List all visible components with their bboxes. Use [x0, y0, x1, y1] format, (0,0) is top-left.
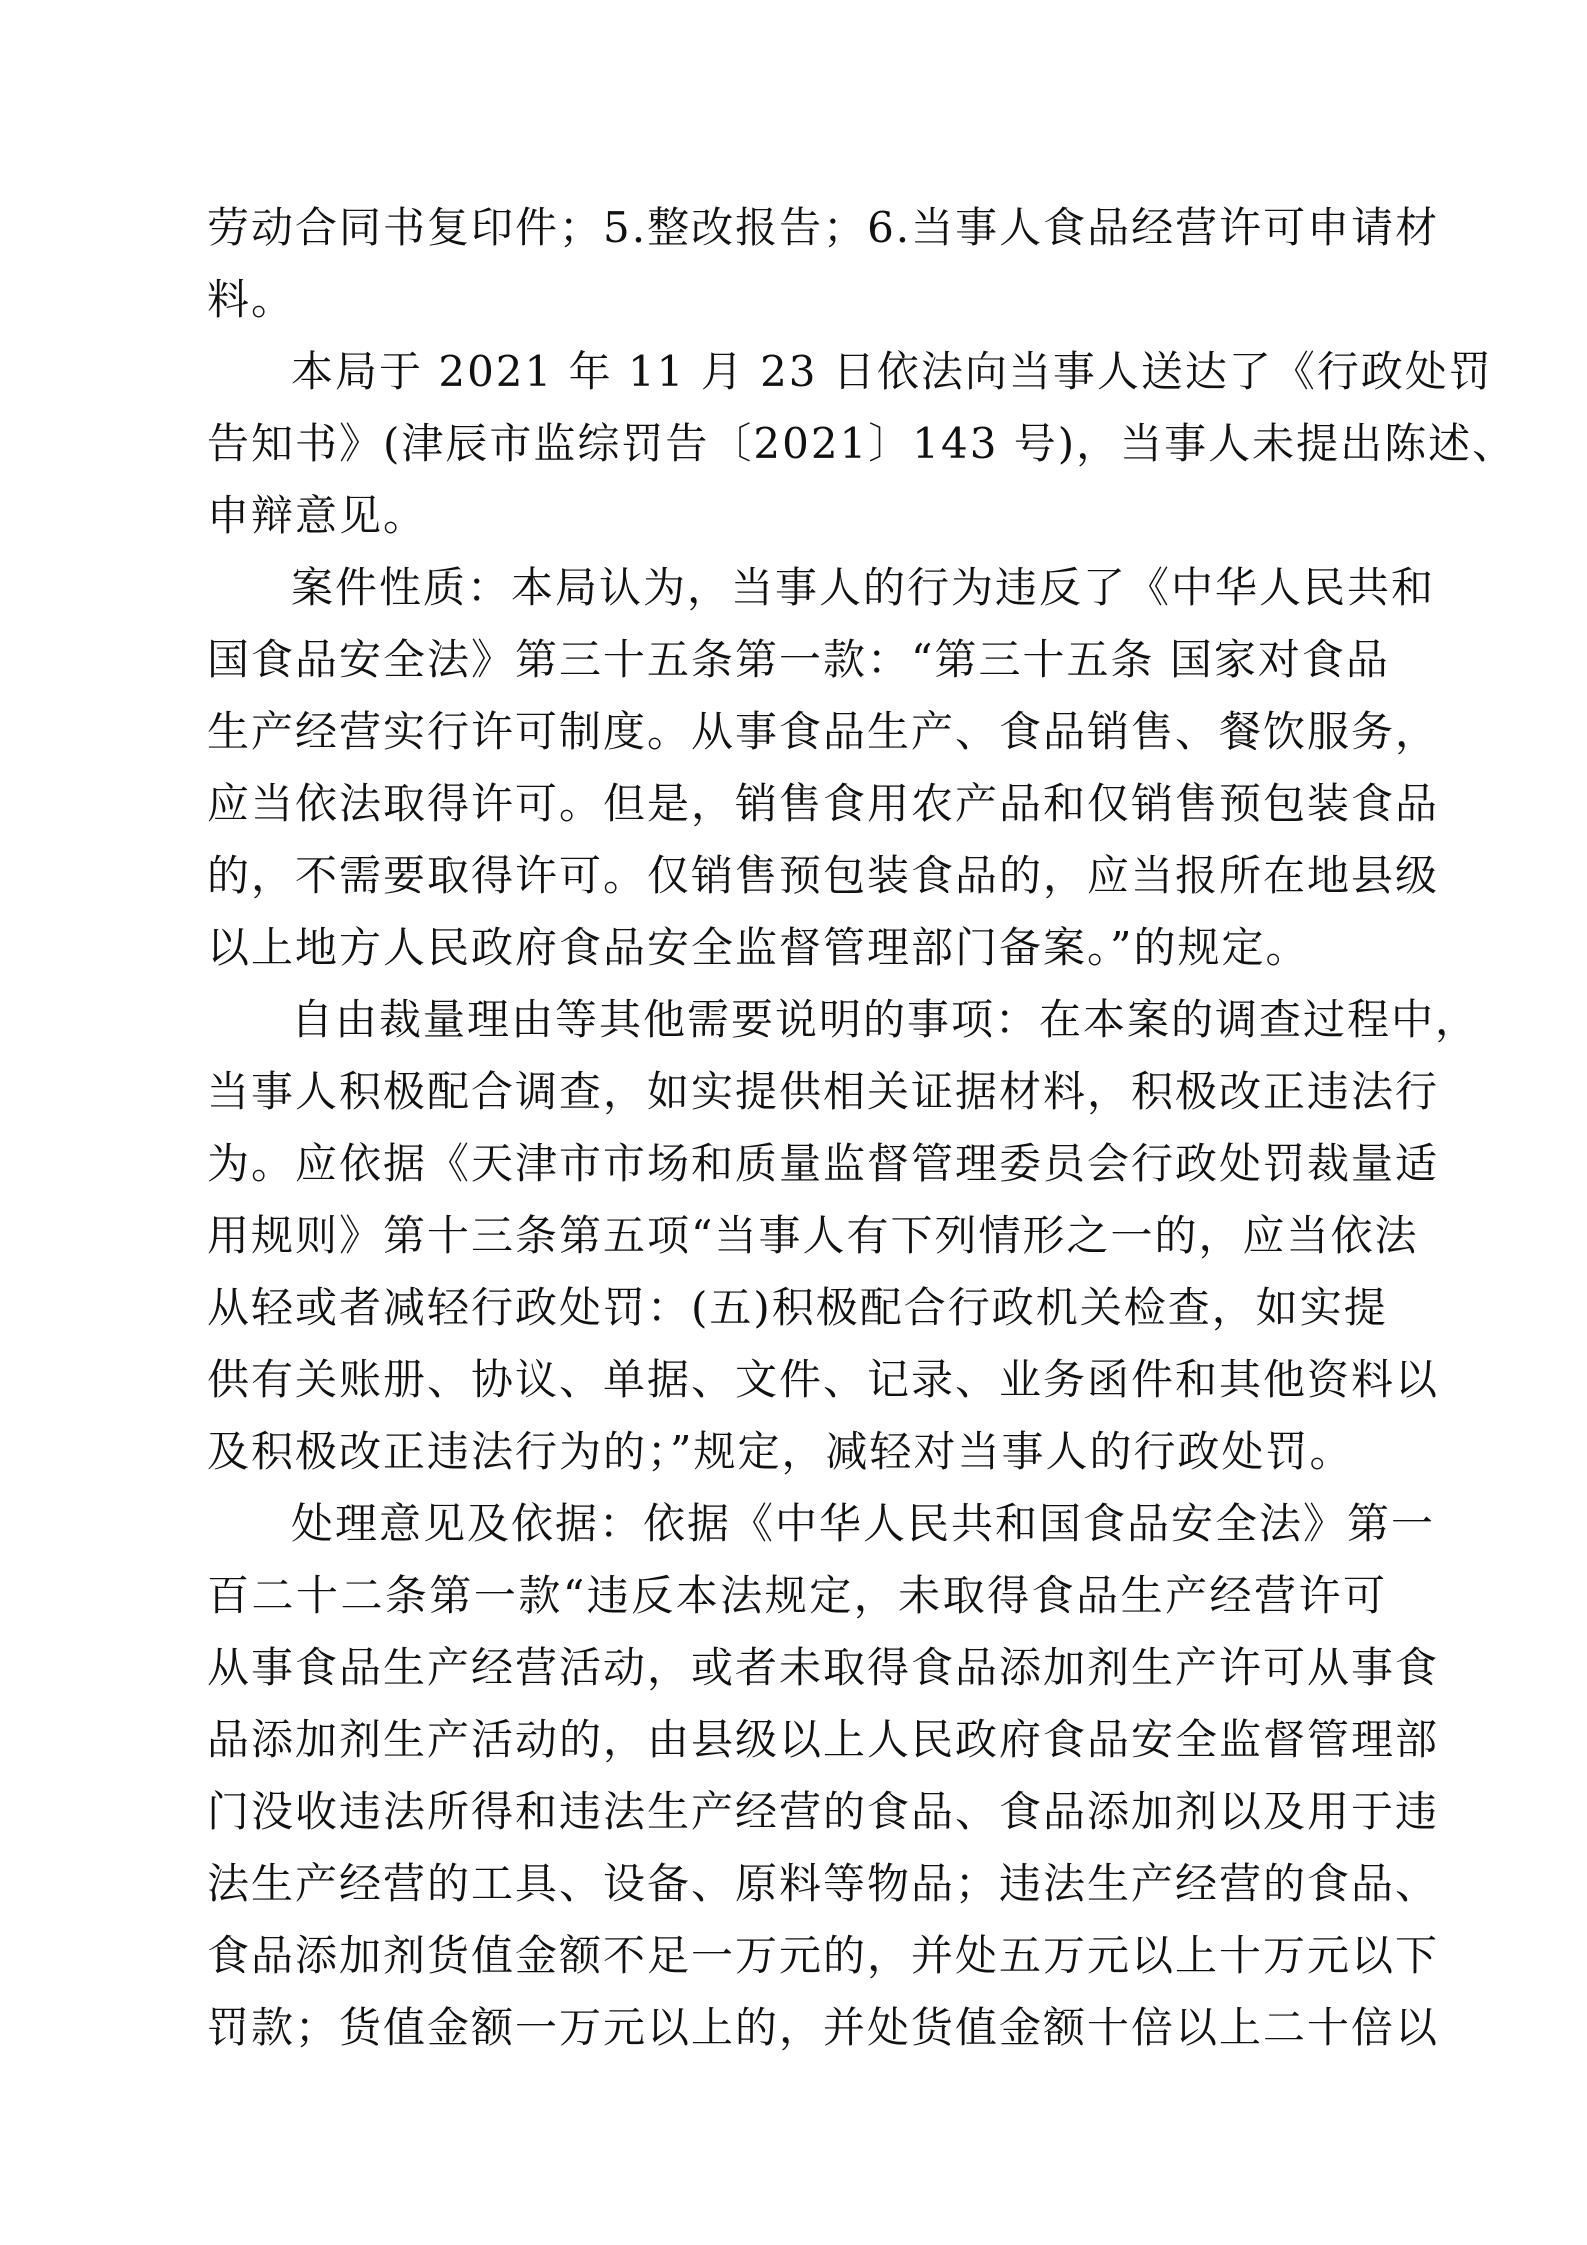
- paragraph: [207, 1488, 1440, 2064]
- text-line: 及积极改正违法行为的；”规定，减轻对当事人的行政处罚。: [207, 1427, 1354, 1476]
- text-line: 劳动合同书复印件；5.整改报告；6.当事人食品经营许可申请材: [207, 203, 1440, 252]
- text-line: 从事食品生产经营活动，或者未取得食品添加剂生产许可从事食: [207, 1643, 1440, 1692]
- text-line: 以上地方人民政府食品安全监督管理部门备案。”的规定。: [207, 923, 1310, 972]
- document-body: [207, 192, 1517, 2064]
- text-line: 申辩意见。: [207, 491, 428, 540]
- text-line: 料。: [207, 275, 296, 324]
- text-line: 供有关账册、协议、单据、文件、记录、业务函件和其他资料以: [207, 1355, 1440, 1404]
- text-line: 品添加剂生产活动的，由县级以上人民政府食品安全监督管理部: [207, 1715, 1440, 1764]
- text-line: 食品添加剂货值金额不足一万元的，并处五万元以上十万元以下: [207, 1931, 1440, 1980]
- text-line: 自由裁量理由等其他需要说明的事项：在本案的调查过程中，: [291, 995, 1480, 1044]
- text-line: 当事人积极配合调查，如实提供相关证据材料，积极改正违法行: [207, 1067, 1440, 1116]
- text-line: 生产经营实行许可制度。从事食品生产、食品销售、餐饮服务，: [207, 707, 1440, 756]
- paragraph: [207, 336, 1517, 552]
- paragraph: [207, 984, 1480, 1488]
- text-line: 应当依法取得许可。但是，销售食用农产品和仅销售预包装食品: [207, 779, 1440, 828]
- text-line: 从轻或者减轻行政处罚：(五)积极配合行政机关检查，如实提: [207, 1283, 1388, 1332]
- paragraph: [207, 552, 1440, 984]
- text-line: 门没收违法所得和违法生产经营的食品、食品添加剂以及用于违: [207, 1787, 1440, 1836]
- text-line: 的，不需要取得许可。仅销售预包装食品的，应当报所在地县级: [207, 851, 1440, 900]
- text-line: 案件性质：本局认为，当事人的行为违反了《中华人民共和: [291, 563, 1436, 612]
- text-line: 本局于 2021 年 11 月 23 日依法向当事人送达了《行政处罚: [291, 347, 1493, 396]
- text-line: 国食品安全法》第三十五条第一款：“第三十五条 国家对食品: [207, 635, 1390, 684]
- text-line: 用规则》第十三条第五项“当事人有下列情形之一的，应当依法: [207, 1211, 1419, 1260]
- paragraph: [207, 192, 1440, 336]
- text-line: 为。应依据《天津市市场和质量监督管理委员会行政处罚裁量适: [207, 1139, 1440, 1188]
- text-line: 告知书》(津辰市监综罚告〔2021〕143 号)，当事人未提出陈述、: [207, 419, 1517, 468]
- text-line: 法生产经营的工具、设备、原料等物品；违法生产经营的食品、: [207, 1859, 1440, 1908]
- text-line: 处理意见及依据：依据《中华人民共和国食品安全法》第一: [291, 1499, 1436, 1548]
- text-line: 罚款；货值金额一万元以上的，并处货值金额十倍以上二十倍以: [207, 2003, 1440, 2052]
- text-line: 百二十二条第一款“违反本法规定，未取得食品生产经营许可: [207, 1571, 1387, 1620]
